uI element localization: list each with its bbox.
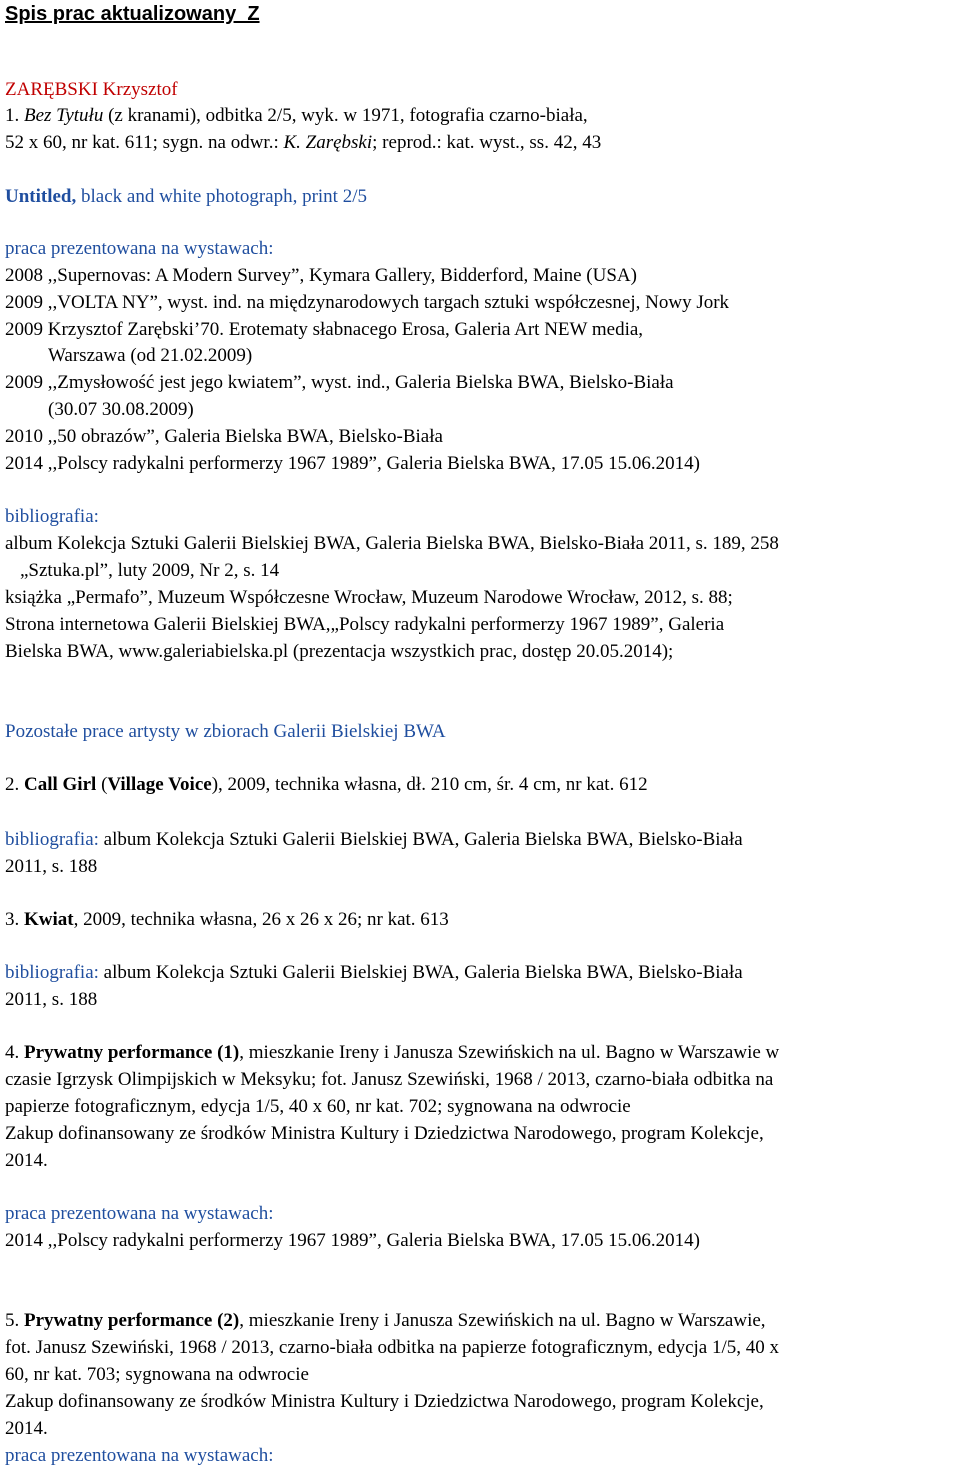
exhibition-item: 2014 ,,Polscy radykalni performerzy 1967 1989”, Galeria Bielska BWA, 17.05 15.06.2014) (5, 453, 700, 474)
english-title: Untitled, (5, 186, 77, 207)
exhibition-item: 2008 ,,Supernovas: A Modern Survey”, Kymara Gallery, Bidderford, Maine (USA) (5, 265, 637, 286)
work-4-line-4: Zakup dofinansowany ze środków Ministra Kultury i Dziedzictwa Narodowego, program Kolekcje, (5, 1123, 764, 1144)
work-3-line: 3. Kwiat, 2009, technika własna, 26 x 26 x 26; nr kat. 613 (5, 909, 449, 930)
bibliography-item: „Sztuka.pl”, luty 2009, Nr 2, s. 14 (20, 560, 280, 581)
work-title: Call Girl (24, 774, 97, 795)
work-2-bibliography: bibliografia: album Kolekcja Sztuki Galerii Bielskiej BWA, Galeria Bielska BWA, Bielsko-Biała (5, 829, 743, 850)
bibliography-label: bibliografia: (5, 962, 99, 983)
work-1-line-2: 52 x 60, nr kat. 611; sygn. na odwr.: K. Zarębski; reprod.: kat. wyst., ss. 42, 43 (5, 132, 602, 153)
bibliography-item: książka „Permafo”, Muzeum Współczesne Wrocław, Muzeum Narodowe Wrocław, 2012, s. 88; (5, 587, 733, 608)
work-title: Kwiat (24, 909, 74, 930)
exhibition-item-cont: (30.07 30.08.2009) (48, 399, 194, 420)
bibliography-item: Bielska BWA, www.galeriabielska.pl (prezentacja wszystkich prac, dostęp 20.05.2014); (5, 641, 674, 662)
work-title: Prywatny performance (1) (24, 1042, 240, 1063)
exhibition-item: 2014 ,,Polscy radykalni performerzy 1967 1989”, Galeria Bielska BWA, 17.05 15.06.2014) (5, 1230, 700, 1251)
bibliography-item: Strona internetowa Galerii Bielskiej BWA,„Polscy radykalni performerzy 1967 1989”, Galeria (5, 614, 725, 635)
exhibitions-label: praca prezentowana na wystawach: (5, 1445, 274, 1466)
bibliography-label: bibliografia: (5, 506, 99, 527)
section-heading: Pozostałe prace artysty w zbiorach Galerii Bielskiej BWA (5, 721, 446, 742)
document-title: Spis prac aktualizowany_Z (5, 3, 260, 25)
bibliography-item: album Kolekcja Sztuki Galerii Bielskiej BWA, Galeria Bielska BWA, Bielsko-Biała 2011, s. 189, 258 (5, 533, 779, 554)
artist-name: ZARĘBSKI Krzysztof (5, 79, 178, 100)
work-4-line-5: 2014. (5, 1150, 48, 1171)
exhibition-item: 2009 ,,Zmysłowość jest jego kwiatem”, wyst. ind., Galeria Bielska BWA, Bielsko-Biała (5, 372, 674, 393)
work-5-line-5: 2014. (5, 1418, 48, 1439)
work-4-line-1: 4. Prywatny performance (1), mieszkanie Ireny i Janusza Szewińskich na ul. Bagno w Warszawie w (5, 1042, 780, 1063)
work-5-line-1: 5. Prywatny performance (2), mieszkanie Ireny i Janusza Szewińskich na ul. Bagno w Warszawie, (5, 1310, 766, 1331)
work-5-line-4: Zakup dofinansowany ze środków Ministra Kultury i Dziedzictwa Narodowego, program Kolekcje, (5, 1391, 764, 1412)
work-4-line-2: czasie Igrzysk Olimpijskich w Meksyku; fot. Janusz Szewiński, 1968 / 2013, czarno-biała odbitka na (5, 1069, 774, 1090)
exhibitions-label: praca prezentowana na wystawach: (5, 1203, 274, 1224)
work-title: Prywatny performance (2) (24, 1310, 240, 1331)
work-1-line-1: 1. Bez Tytułu (z kranami), odbitka 2/5, wyk. w 1971, fotografia czarno-biała, (5, 105, 588, 126)
work-2-line: 2. Call Girl (Village Voice), 2009, technika własna, dł. 210 cm, śr. 4 cm, nr kat. 612 (5, 774, 648, 795)
exhibitions-label: praca prezentowana na wystawach: (5, 238, 274, 259)
work-5-line-2: fot. Janusz Szewiński, 1968 / 2013, czarno-biała odbitka na papierze fotograficznym, edycja 1/5, 40 x (5, 1337, 780, 1358)
exhibition-item: 2009 ,,VOLTA NY”, wyst. ind. na międzynarodowych targach sztuki współczesnej, Nowy Jork (5, 292, 730, 313)
exhibition-item-cont: Warszawa (od 21.02.2009) (48, 345, 253, 366)
work-1-english: Untitled, black and white photograph, print 2/5 (5, 186, 367, 207)
work-2-bibliography-cont: 2011, s. 188 (5, 856, 98, 877)
work-number: 1. (5, 105, 24, 126)
work-title: Bez Tytułu (24, 105, 104, 126)
work-3-bibliography-cont: 2011, s. 188 (5, 989, 98, 1010)
signature-text: K. Zarębski (283, 132, 373, 153)
work-4-line-3: papierze fotograficznym, edycja 1/5, 40 x 60, nr kat. 702; sygnowana na odwrocie (5, 1096, 631, 1117)
work-3-bibliography: bibliografia: album Kolekcja Sztuki Galerii Bielskiej BWA, Galeria Bielska BWA, Bielsko-Biała (5, 962, 743, 983)
exhibition-item: 2009 Krzysztof Zarębski’70. Erotematy słabnacego Erosa, Galeria Art NEW media, (5, 319, 644, 340)
work-5-line-3: 60, nr kat. 703; sygnowana na odwrocie (5, 1364, 309, 1385)
bibliography-label: bibliografia: (5, 829, 99, 850)
exhibition-item: 2010 ,,50 obrazów”, Galeria Bielska BWA, Bielsko-Biała (5, 426, 443, 447)
